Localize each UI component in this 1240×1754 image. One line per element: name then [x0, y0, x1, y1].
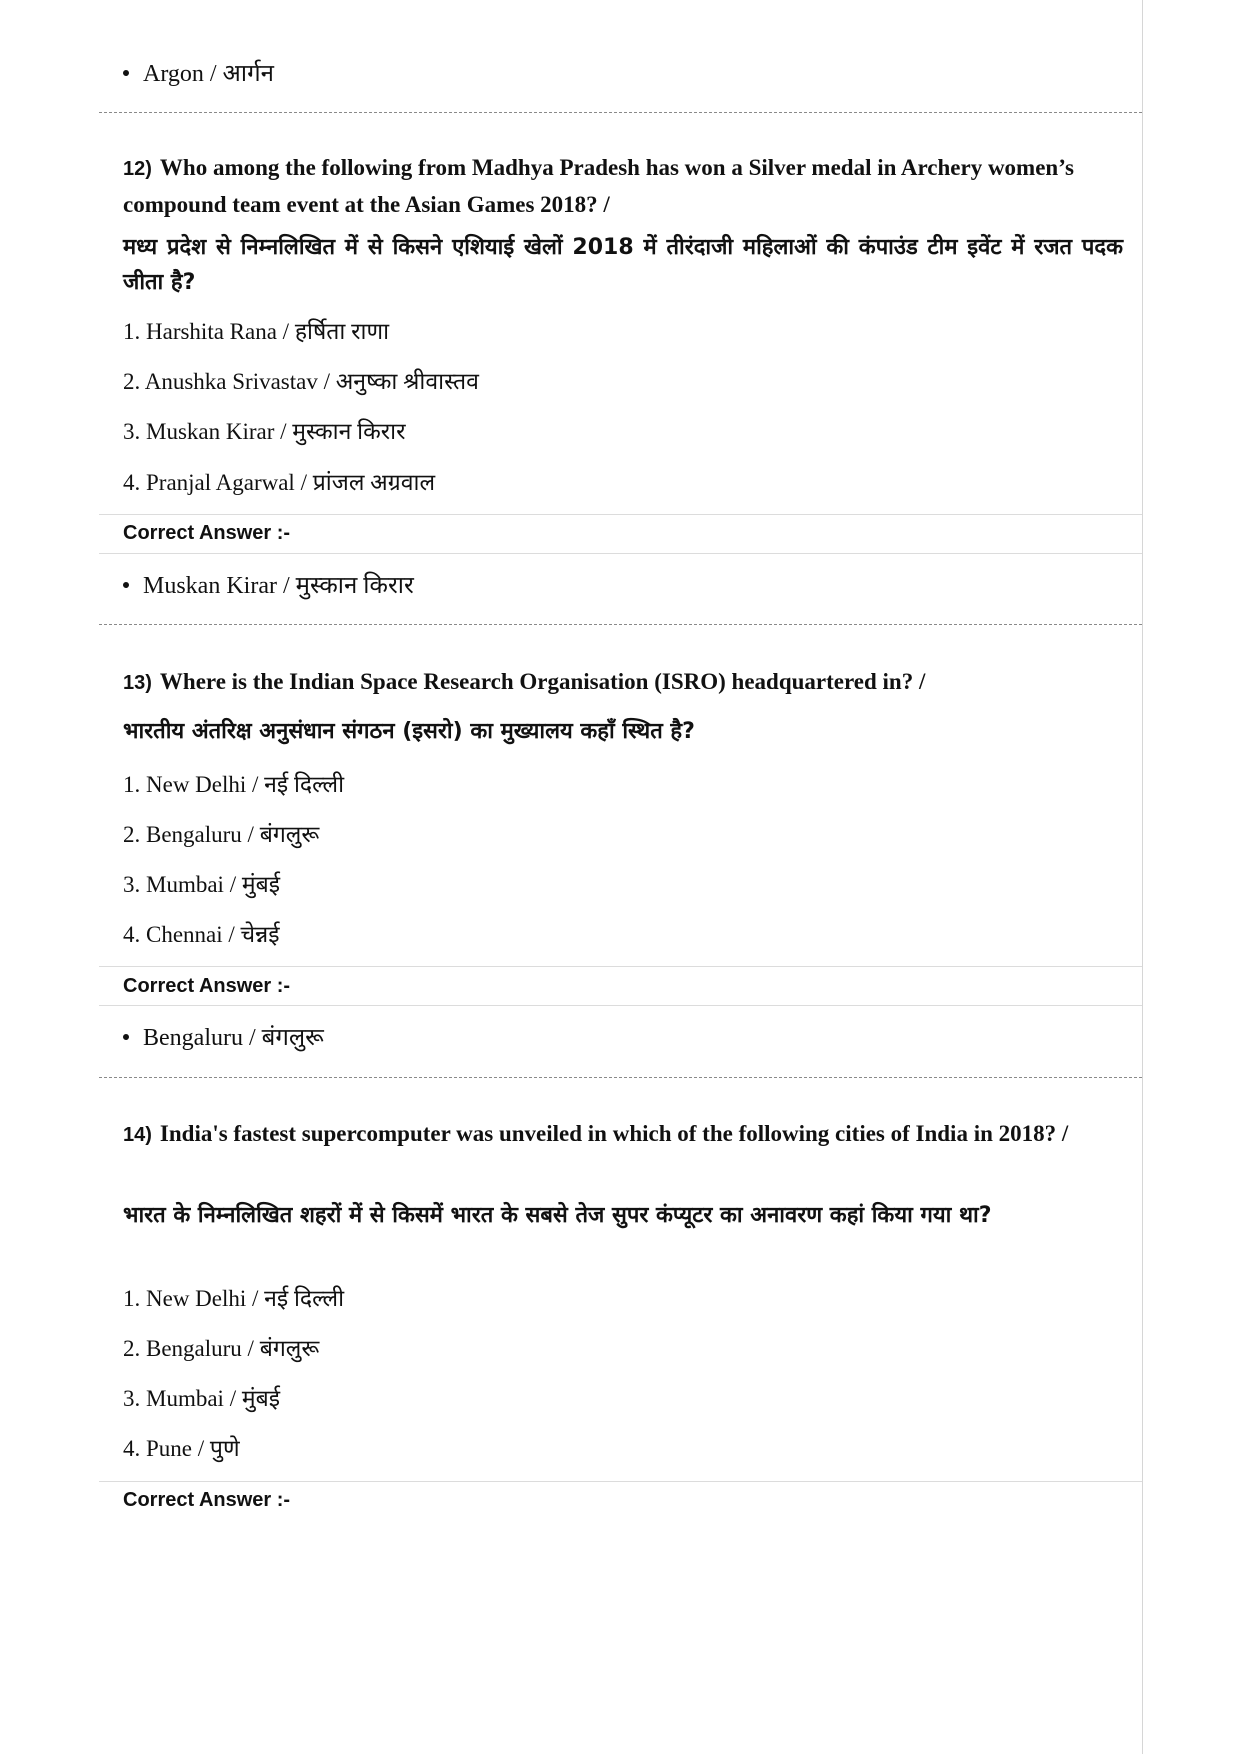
- option-3: 3. Mumbai / मुंबई: [123, 872, 281, 897]
- option-4: 4. Pune / पुणे: [123, 1436, 240, 1461]
- question-separator: [99, 1077, 1142, 1078]
- option-1: 1. New Delhi / नई दिल्ली: [123, 772, 345, 797]
- correct-answer: Muskan Kirar / मुस्कान किरार: [123, 568, 414, 601]
- question-hindi: मध्य प्रदेश से निम्नलिखित में से किसने एशियाई खेलों 2018 में तीरंदाजी महिलाओं की कंपाउंड टीम इवेंट में रजत पदक जीता है?: [123, 235, 1123, 295]
- question-hindi: भारत के निम्नलिखित शहरों में से किसमें भारत के सबसे तेज सुपर कंप्यूटर का अनावरण कहां किया गया था?: [123, 1203, 992, 1228]
- option-3: 3. Mumbai / मुंबई: [123, 1386, 281, 1411]
- option-4: 4. Chennai / चेन्नई: [123, 922, 280, 947]
- question-english: 13) Where is the Indian Space Research Organisation (ISRO) headquartered in? /: [123, 669, 926, 694]
- divider: [99, 966, 1142, 967]
- previous-correct-answer: Argon / आर्गन: [123, 56, 274, 89]
- divider: [99, 553, 1142, 554]
- option-4: 4. Pranjal Agarwal / प्रांजल अग्रवाल: [123, 470, 436, 495]
- option-1: 1. New Delhi / नई दिल्ली: [123, 1286, 345, 1311]
- option-1: 1. Harshita Rana / हर्षिता राणा: [123, 319, 390, 344]
- question-hindi: भारतीय अंतरिक्ष अनुसंधान संगठन (इसरो) का मुख्यालय कहाँ स्थित है?: [123, 719, 695, 744]
- option-3: 3. Muskan Kirar / मुस्कान किरार: [123, 419, 406, 444]
- option-2: 2. Anushka Srivastav / अनुष्का श्रीवास्तव: [123, 369, 479, 394]
- question-separator: [99, 624, 1142, 625]
- divider: [99, 1481, 1142, 1482]
- divider: [99, 1005, 1142, 1006]
- question-separator: [99, 112, 1142, 113]
- question-number: 13): [123, 672, 152, 694]
- bullet-icon: [123, 582, 129, 588]
- correct-answer-label: Correct Answer :-: [123, 522, 291, 544]
- bullet-icon: [123, 70, 129, 76]
- correct-answer-label: Correct Answer :-: [123, 1489, 291, 1511]
- correct-answer-label: Correct Answer :-: [123, 975, 291, 997]
- correct-answer: Bengaluru / बंगलुरू: [123, 1020, 324, 1053]
- divider: [99, 514, 1142, 515]
- option-2: 2. Bengaluru / बंगलुरू: [123, 822, 320, 847]
- option-2: 2. Bengaluru / बंगलुरू: [123, 1336, 320, 1361]
- question-number: 14): [123, 1124, 152, 1146]
- question-english: 12) Who among the following from Madhya Pradesh has won a Silver medal in Archery women’s compound team event at the Asian Games 2018? /: [123, 155, 1074, 217]
- document-page: [99, 0, 1143, 1754]
- question-number: 12): [123, 158, 152, 180]
- question-english: 14) India's fastest supercomputer was unveiled in which of the following cities of India in 2018? /: [123, 1121, 1069, 1146]
- bullet-icon: [123, 1034, 129, 1040]
